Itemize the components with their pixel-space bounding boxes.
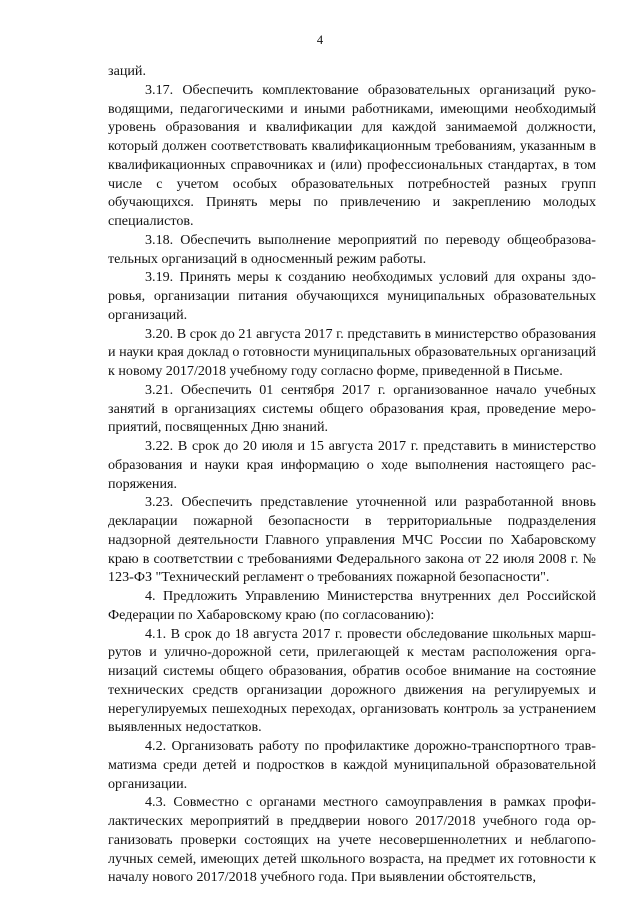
- paragraph-continuation: заций.: [108, 63, 146, 79]
- paragraph-3-21: 3.21. Обеспечить 01 сентября 2017 г. организованное начало учебных занятий в организациях системы общего образования края, проведение мероприятий, посвященных Дню знаний.: [108, 381, 596, 436]
- paragraph-3-19: 3.19. Принять меры к созданию необходимых условий для охраны здоровья, организации питания обучающихся муниципальных образовательных организаций.: [108, 269, 596, 323]
- paragraph-3-17: 3.17. Обеспечить комплектование образовательных организаций руководящими, педагогическими и иными работниками, имеющими необходимый уровень образования и квалификации для каждой занимаемой должности, который должен соответствовать квалификационным требованиям, указанным в квалификационных справочниках и (или) профессиональных стандартах, в том числе с учетом особых образовательных потребностей разных групп обучающихся. Принять меры по привлечению и закреплению молодых специалистов.: [108, 81, 596, 229]
- paragraph-3-22: 3.22. В срок до 20 июля и 15 августа 2017 г. представить в министерство образования и науки края информацию о ходе выполнения настоящего распоряжения.: [108, 438, 596, 492]
- page-number: 4: [316, 33, 324, 47]
- paragraph-3-23: 3.23. Обеспечить представление уточненной или разработанной вновь декларации пожарной безопасности в территориальные подразделения надзорной деятельности Главного управления МЧС России по Хабаровскому краю в соответствии с требованиями Федерального закона от 22 июля 2008 г. № 123-ФЗ "Технический регламент о требованиях пожарной безопасности".: [108, 494, 596, 586]
- paragraph-4-1: 4.1. В срок до 18 августа 2017 г. провести обследование школьных маршрутов и улично-дорожной сети, прилегающей к местам расположения организаций системы общего образования, обратив особое внимание на состояние технических средств организации дорожного движения на регулируемых и нерегулируемых пешеходных переходах, организовать контроль за устранением выявленных недостатков.: [108, 625, 596, 736]
- paragraph-4-3: 4.3. Совместно с органами местного самоуправления в рамках профилактических мероприятий в преддверии нового 2017/2018 учебного года организовать проверки состоящих на учете несовершеннолетних и неблагополучных семей, имеющих детей школьного возраста, на предмет их готовности к началу нового 2017/2018 учебного года. При выявлении обстоятельств,: [108, 794, 596, 886]
- document-body: [108, 62, 596, 887]
- paragraph-4: 4. Предложить Управлению Министерства внутренних дел Российской Федерации по Хабаровскому краю (по согласованию):: [108, 588, 596, 623]
- paragraph-3-18: 3.18. Обеспечить выполнение мероприятий по переводу общеобразовательных организаций в односменный режим работы.: [108, 231, 596, 267]
- paragraph-3-20: 3.20. В срок до 21 августа 2017 г. представить в министерство образования и науки края доклад о готовности муниципальных образовательных организаций к новому 2017/2018 учебному году согласно форме, приведенной в Письме.: [108, 325, 596, 379]
- paragraph-4-2: 4.2. Организовать работу по профилактике дорожно-транспортного травматизма среди детей и подростков в каждой муниципальной образовательной организации.: [108, 738, 596, 792]
